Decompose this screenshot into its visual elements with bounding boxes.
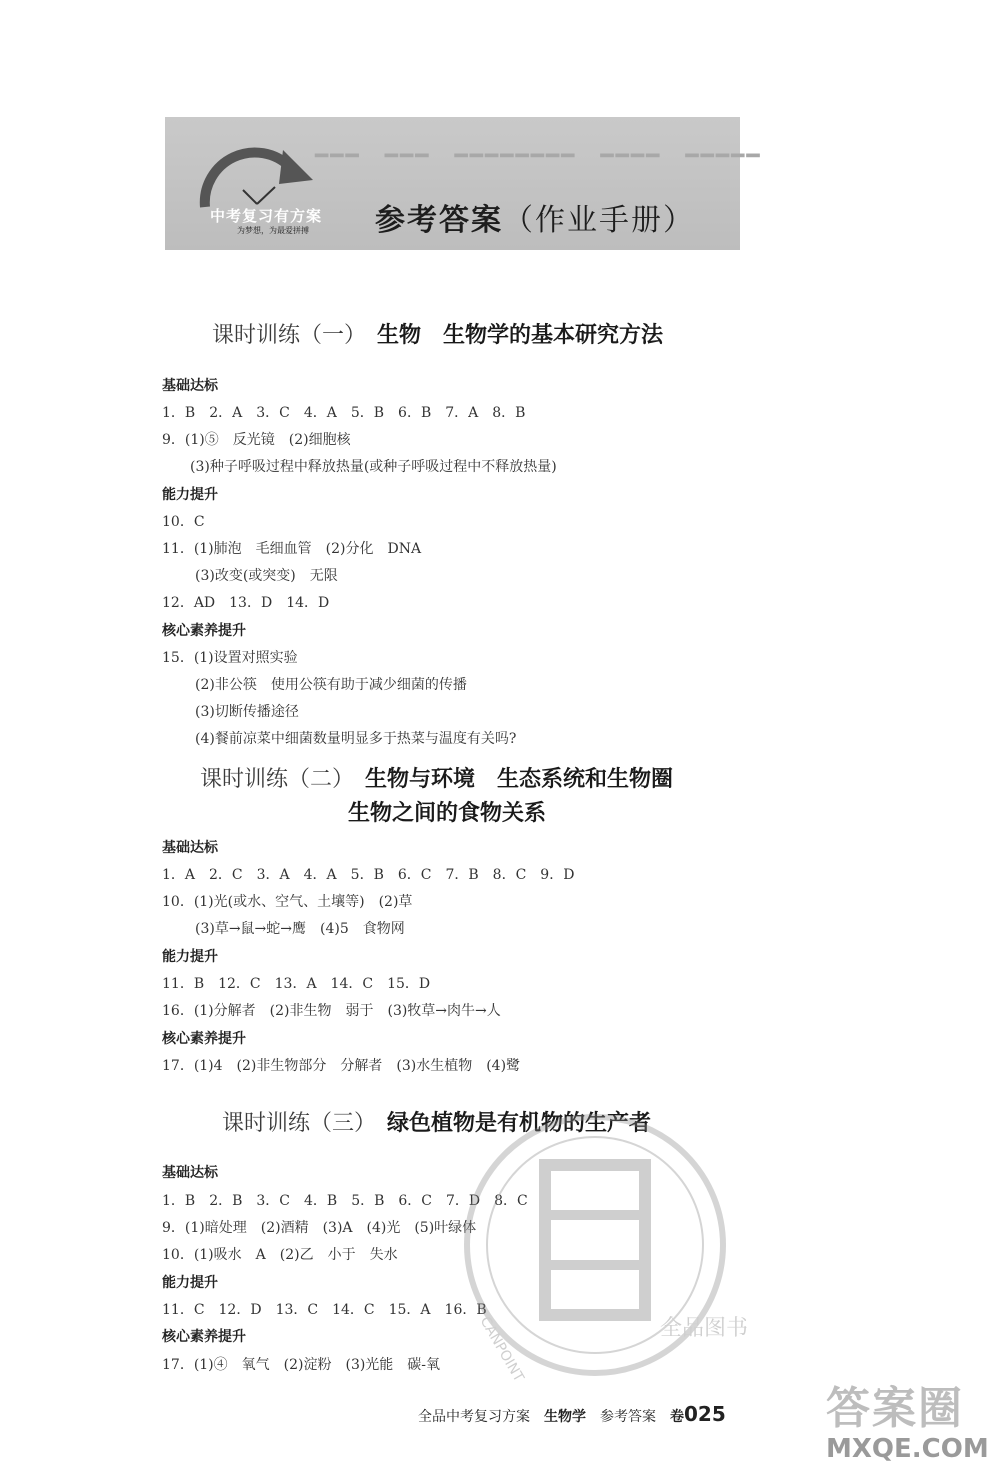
s2-line: (3)草→鼠→蛇→鹰 (4)5 食物网 (195, 921, 405, 937)
page-title (375, 195, 695, 239)
publisher-stamp-icon (460, 1110, 749, 1385)
s1-line: (4)餐前凉菜中细菌数量明显多于热菜与温度有关吗? (195, 731, 517, 747)
section-2-heading (200, 762, 673, 793)
s3-line: 1．B 2．B 3．C 4．B 5．B 6．C 7．D 8．C (162, 1193, 528, 1209)
s1-line: 15．(1)设置对照实验 (162, 650, 298, 666)
s1-line: 11．(1)肺泡 毛细血管 (2)分化 DNA (162, 541, 422, 557)
stamp-text: 全品图书 (660, 1316, 749, 1341)
s1-line: (2)非公筷 使用公筷有助于减少细菌的传播 (195, 677, 467, 693)
page-footer (418, 1402, 726, 1426)
s3-line: 9．(1)暗处理 (2)酒精 (3)A (4)光 (5)叶绿体 (162, 1220, 477, 1236)
section-2-title2: 生物之间的食物关系 (348, 801, 547, 826)
s1-line: 1．B 2．A 3．C 4．A 5．B 6．B 7．A 8．B (162, 405, 526, 421)
s2-label-basic: 基础达标 (162, 840, 218, 856)
page-title-main: 参考答案 (375, 203, 503, 238)
footer-brand: 全品中考复习方案 (418, 1409, 530, 1425)
site-watermark (826, 1372, 989, 1467)
s2-line: 1．A 2．C 3．A 4．A 5．B 6．C 7．B 8．C 9．D (162, 867, 575, 883)
section-2-prefix: 课时训练（二） (200, 767, 344, 792)
section-2-heading-line2 (348, 796, 546, 827)
stamp-latin: CANPOINT (476, 1314, 527, 1385)
s3-label-ability: 能力提升 (162, 1275, 218, 1291)
s1-label-ability: 能力提升 (162, 487, 218, 503)
logo-slogan: 为梦想，为最爱拼搏 (237, 226, 309, 235)
s1-line: 10．C (162, 514, 205, 530)
watermark-logo-text: 答案圈 (826, 1383, 964, 1434)
section-2-title: 生物与环境 生态系统和生物圈 (365, 767, 674, 792)
s1-line: (3)切断传播途径 (195, 704, 299, 720)
page-number: 025 (684, 1402, 726, 1426)
footer-subject: 生物学 (544, 1409, 586, 1425)
section-1-heading (212, 318, 663, 349)
s1-line: (3)种子呼吸过程中释放热量(或种子呼吸过程中不释放热量) (190, 459, 557, 475)
s1-label-basic: 基础达标 (162, 378, 218, 394)
header-banner (165, 117, 762, 250)
logo-arrow-icon (195, 142, 315, 212)
section-3-prefix: 课时训练（三） (222, 1111, 366, 1136)
s2-line: 10．(1)光(或水、空气、土壤等) (2)草 (162, 894, 413, 910)
page-title-sub: （作业手册） (503, 203, 695, 238)
s3-line: 17．(1)④ 氧气 (2)淀粉 (3)光能 碳-氧 (162, 1357, 441, 1373)
s2-line: 17．(1)4 (2)非生物部分 分解者 (3)水生植物 (4)鹭 (162, 1058, 521, 1074)
s3-label-core: 核心素养提升 (162, 1329, 246, 1345)
s1-line: (3)改变(或突变) 无限 (195, 568, 338, 584)
banner-faded-text: ━━━ ━━━ ━━━━━━━━ ━━━━ ━━━━━ (315, 144, 762, 169)
s3-line: 10．(1)吸水 A (2)乙 小于 失水 (162, 1247, 398, 1263)
section-1-prefix: 课时训练（一） (212, 323, 356, 348)
section-1-title: 生物 生物学的基本研究方法 (377, 323, 664, 348)
s1-label-core: 核心素养提升 (162, 623, 246, 639)
section-3-title: 绿色植物是有机物的生产者 (387, 1111, 652, 1136)
watermark-url: MXQE.COM (826, 1434, 989, 1464)
s3-line: 11．C 12．D 13．C 14．C 15．A 16．B (162, 1302, 487, 1318)
s2-line: 11．B 12．C 13．A 14．C 15．D (162, 976, 431, 992)
s2-line: 16．(1)分解者 (2)非生物 弱于 (3)牧草→肉牛→人 (162, 1003, 501, 1019)
s2-label-core: 核心素养提升 (162, 1031, 246, 1047)
footer-vol: 卷 (670, 1409, 684, 1425)
s1-line: 12．AD 13．D 14．D (162, 595, 330, 611)
s3-label-basic: 基础达标 (162, 1165, 218, 1181)
s1-line: 9．(1)⑤ 反光镜 (2)细胞核 (162, 432, 351, 448)
footer-section: 参考答案 (600, 1409, 656, 1425)
logo-text: 中考复习有方案 (210, 207, 323, 225)
s2-label-ability: 能力提升 (162, 949, 218, 965)
